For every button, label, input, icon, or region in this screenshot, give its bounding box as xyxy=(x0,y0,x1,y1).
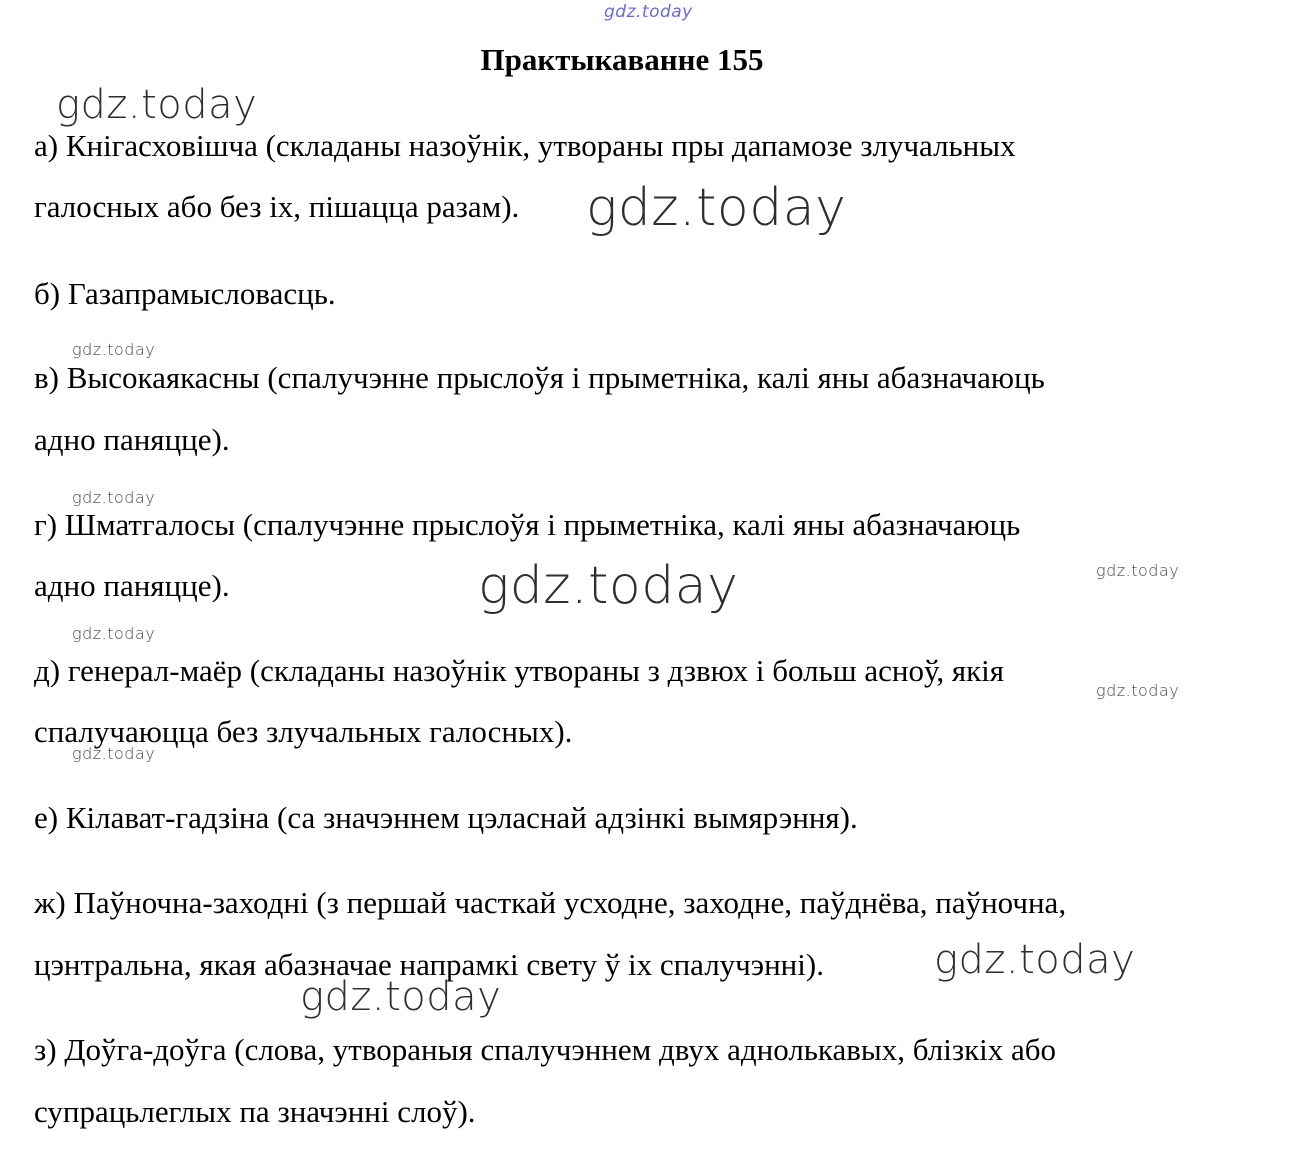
answer-g-line-2: адно паняцце). xyxy=(34,568,230,603)
watermark-7: gdz.today xyxy=(72,624,156,643)
watermark-6: gdz.today xyxy=(1096,561,1180,580)
answer-z-line-2: супрацьлеглых па значэнні слоў). xyxy=(34,1094,476,1129)
answer-b-line-1: б) Газапрамысловасць. xyxy=(34,276,336,311)
watermark-2: gdz.today xyxy=(586,178,847,238)
answer-d-line-2: спалучаюцца без злучальных галосных). xyxy=(34,714,573,749)
watermark-4: gdz.today xyxy=(72,488,156,507)
page-title: Практыкаванне 155 xyxy=(480,42,764,77)
answer-e-line-1: е) Кілават-гадзіна (са значэннем цэласнай адзінкі вымярэння). xyxy=(34,800,858,835)
watermark-3: gdz.today xyxy=(72,340,156,359)
answer-a-line-2: галосных або без іх, пішацца разам). xyxy=(34,189,520,224)
answer-v-line-2: адно паняцце). xyxy=(34,422,230,457)
watermark-1: gdz.today xyxy=(56,82,258,128)
answer-z-line-1: з) Доўга-доўга (слова, утвораныя спалучэннем двух аднолькавых, блізкіх або xyxy=(34,1032,1057,1067)
answer-v-line-1: в) Высокаякасны (спалучэнне прыслоўя і прыметніка, калі яны абазначаюць xyxy=(34,360,1045,395)
answer-zh-line-2: цэнтральна, якая абазначае напрамкі свету ў іх спалучэнні). xyxy=(34,947,824,982)
answer-a-line-1: а) Кнігасховішча (складаны назоўнік, утвораны пры дапамозе злучальных xyxy=(34,128,1016,163)
watermark-top: gdz.today xyxy=(604,2,693,22)
answer-g-line-1: г) Шматгалосы (спалучэнне прыслоўя і прыметніка, калі яны абазначаюць xyxy=(34,507,1021,542)
watermark-8: gdz.today xyxy=(1096,681,1180,700)
answer-d-line-1: д) генерал-маёр (складаны назоўнік утвораны з дзвюх і больш асноў, якія xyxy=(34,653,1005,688)
watermark-5: gdz.today xyxy=(478,556,739,616)
answer-zh-line-1: ж) Паўночна-заходні (з першай часткай усходне, заходне, паўднёва, паўночна, xyxy=(34,885,1067,920)
watermark-11: gdz.today xyxy=(300,974,502,1020)
watermark-10: gdz.today xyxy=(934,937,1136,983)
watermark-9: gdz.today xyxy=(72,744,156,763)
